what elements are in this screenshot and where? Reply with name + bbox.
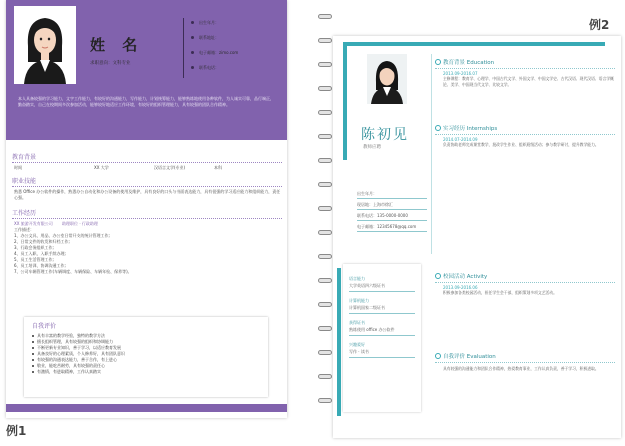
binder-ring-icon bbox=[318, 350, 332, 355]
avatar bbox=[14, 6, 76, 84]
section-title: 实习经历 Internships bbox=[435, 124, 615, 135]
section-title: 自我评价 Evaluation bbox=[435, 352, 615, 363]
section-text: 负责协助老师完成课堂教学，批改学生作业、组织班级活动；参与教学研讨，提升教学能力。 bbox=[443, 142, 599, 147]
binder-ring-icon bbox=[318, 302, 332, 307]
skills-section bbox=[12, 176, 282, 201]
resume2-name: 陈初见 bbox=[361, 127, 409, 143]
header-divider bbox=[183, 18, 184, 78]
binder-ring-icon bbox=[318, 38, 332, 43]
education-degree: 本科 bbox=[214, 165, 222, 170]
section-text: 具有较强的沟通能力和团队合作精神，热爱教育事业，工作认真负责，善于学习，积极进取。 bbox=[443, 366, 599, 371]
contact-phone: 联系电话： bbox=[191, 65, 238, 80]
education-major: 汉语言文学(专业) bbox=[154, 165, 186, 170]
evaluation-item: 有较强的沟通表达能力，善于合作，有上进心 bbox=[32, 357, 260, 363]
profile-photo-icon bbox=[367, 54, 407, 104]
binder-ring-icon bbox=[318, 326, 332, 331]
contact-birth: 出生年月： bbox=[191, 20, 238, 35]
work-desc-label: 工作描述： bbox=[14, 227, 34, 232]
resume-example-1 bbox=[6, 0, 287, 418]
education-title: 教育背景 bbox=[12, 152, 282, 163]
work-item: 2、日常文件的收发和归档工作; bbox=[14, 239, 70, 244]
resume1-contacts bbox=[191, 20, 238, 80]
evaluation-section-2 bbox=[435, 352, 615, 372]
work-section bbox=[12, 208, 282, 275]
education-period: 时间 bbox=[14, 165, 22, 170]
work-item: 1、办公文具、用品、办公室日常开支的统计管理工作; bbox=[14, 233, 110, 238]
resume2-skills-box bbox=[343, 264, 421, 412]
education-section bbox=[12, 152, 282, 171]
contact-email: 电子邮箱：zimo.com bbox=[191, 50, 238, 65]
example1-label: 例1 bbox=[6, 424, 27, 438]
binder-ring-icon bbox=[318, 62, 332, 67]
binder-ring-icon bbox=[318, 158, 332, 163]
skill-value: 写作 · 读书 bbox=[349, 348, 415, 358]
work-company: XX 旅游开发有限公司 bbox=[14, 221, 53, 226]
work-item: 3、行政会务组织工作; bbox=[14, 245, 54, 250]
evaluation-item: 擅长组织管理，具有较强的组织和协调能力 bbox=[32, 339, 260, 345]
section-date: 2013.09-2016.06 bbox=[443, 285, 478, 290]
evaluation-item: 具有丰富的教学经验，独特的教学方法 bbox=[32, 333, 260, 339]
resume1-intro: 本人具备较强的学习能力，文字工作能力，有较好的沟通能力，写作能力，计划统筹能力，能够熟练地使用各种软件，为人诚实可靠，品行端正，勤奋踏实，自己在校期间多次参加活动，能够较好地适应工作环境，有较好的组织管理能力，具有较强的团队合作精神。 bbox=[18, 96, 274, 107]
binder-ring-icon bbox=[318, 182, 332, 187]
evaluation-item: 具备良好的心理素质，个人修养好，具有团队意识 bbox=[32, 351, 260, 357]
work-item: 5、员工生活管理工作; bbox=[14, 257, 54, 262]
resume2-info bbox=[357, 188, 427, 232]
education-school: XX 大学 bbox=[94, 165, 109, 170]
info-row: 电子邮箱：12345678@qq.com bbox=[357, 221, 427, 232]
skill-label: 兴趣爱好 bbox=[349, 342, 365, 347]
skill-label: 获得证书 bbox=[349, 320, 365, 325]
binder-ring-icon bbox=[318, 110, 332, 115]
resume2-side-strip-lower bbox=[337, 268, 341, 416]
section-text: 主修课程：教育学、心理学、中国古代文学、外国文学、中国文学史、古代汉语、现代汉语、语言学概论、美学、中国现当代文学、比较文学。 bbox=[443, 76, 614, 87]
info-row: 现居地：上海市徐汇 bbox=[357, 199, 427, 210]
resume1-footer-bar bbox=[6, 404, 287, 412]
education-section-2 bbox=[435, 58, 615, 87]
section-title: 教育背景 Education bbox=[435, 58, 615, 69]
work-title: 工作经历 bbox=[12, 208, 282, 219]
resume-example-2 bbox=[333, 36, 621, 438]
binder-ring-icon bbox=[318, 206, 332, 211]
resume2-top-bar bbox=[343, 42, 605, 46]
profile-photo bbox=[367, 54, 407, 104]
female-avatar-icon bbox=[14, 6, 76, 84]
example2-label: 例2 bbox=[589, 18, 610, 32]
info-row: 联系电话：135-0000-0000 bbox=[357, 210, 427, 221]
evaluation-title: 自我评价 bbox=[32, 323, 57, 330]
evaluation-item: 有激情，有进取精神，工作认真踏实 bbox=[32, 369, 260, 375]
resume2-subtitle: 教师应聘 bbox=[363, 145, 381, 150]
work-item: 4、员工入职、入职手续办理; bbox=[14, 251, 66, 256]
contact-address: 联系地址： bbox=[191, 35, 238, 50]
binder-ring-icon bbox=[318, 86, 332, 91]
resume1-name: 姓 名 bbox=[90, 36, 144, 54]
binder-ring-icon bbox=[318, 14, 332, 19]
work-item: 6、员工培训、协调沟通工作; bbox=[14, 263, 66, 268]
skill-label: 计算机能力 bbox=[349, 298, 369, 303]
binder-ring-icon bbox=[318, 398, 332, 403]
info-row: 出生年月： bbox=[357, 188, 427, 199]
section-text: 积极参加各类校园活动，担任学生会干部，组织策划多项文艺活动。 bbox=[443, 290, 557, 295]
binder-ring-icon bbox=[318, 134, 332, 139]
work-item: 7、公司车辆管理工作(车辆调度、车辆保险、车辆年检、保养等)。 bbox=[14, 269, 132, 274]
resume2-divider bbox=[431, 54, 432, 254]
section-date: 2013.09-2016.07 bbox=[443, 71, 478, 76]
section-date: 2014.07-2014.09 bbox=[443, 137, 478, 142]
skills-title: 职业技能 bbox=[12, 176, 282, 187]
activity-section bbox=[435, 272, 615, 296]
binder-ring-icon bbox=[318, 254, 332, 259]
skill-value: 大学英语四六级证书 bbox=[349, 282, 415, 292]
resume1-job-intent: 求职意向：文科专业 bbox=[90, 61, 131, 66]
binder-ring-icon bbox=[318, 278, 332, 283]
skill-value: 熟练使用 office 办公软件 bbox=[349, 326, 415, 336]
work-position: 助理职位 · 行政助理 bbox=[62, 221, 98, 226]
binder-ring-icon bbox=[318, 230, 332, 235]
internship-section bbox=[435, 124, 615, 148]
evaluation-item: 不断更新专业知识，善于学习，以适应教育发展 bbox=[32, 345, 260, 351]
skill-value: 计算机国家二级证书 bbox=[349, 304, 415, 314]
skills-text: 熟悉 Office 办公软件的操作，熟悉办公自动化和办公设备的使用及维护，具有良好的口头与书面表达能力，具有很强的学习适应能力和组织能力，责任心强。 bbox=[14, 189, 281, 200]
section-title: 校园活动 Activity bbox=[435, 272, 615, 283]
evaluation-section bbox=[24, 317, 268, 397]
evaluation-item: 敬业，能吃苦耐劳，具有较强的责任心 bbox=[32, 363, 260, 369]
binder-ring-icon bbox=[318, 374, 332, 379]
resume2-side-strip bbox=[343, 42, 347, 160]
skill-label: 语言能力 bbox=[349, 276, 365, 281]
